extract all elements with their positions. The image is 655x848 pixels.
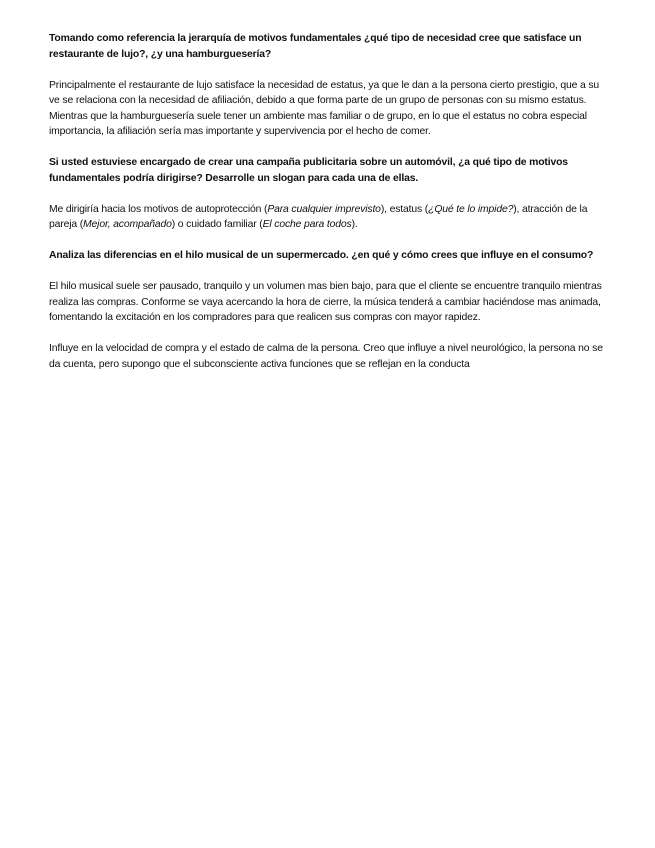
slogan-pareja: Mejor, acompañado: [83, 219, 172, 230]
question-3: Analiza las diferencias en el hilo musical de un supermercado. ¿en qué y cómo crees que influye en el consumo?: [49, 250, 594, 261]
answer-1: Principalmente el restaurante de lujo satisface la necesidad de estatus, ya que le dan a la persona cierto prestigio, que a su ve se relaciona con la necesidad de afiliación, debido a que forma parte de un grupo de personas con su mismo estatus. Mientras que la hamburguesería suele tener un ambiente mas familiar o de grupo, en lo que el estatus no cobra especial importancia, la afiliación sería mas importante y supervivencia por el hecho de comer.: [49, 79, 600, 137]
answer-2: [49, 202, 611, 233]
answer-3: El hilo musical suele ser pausado, tranquilo y un volumen mas bien bajo, para que el cliente se encuentre tranquilo mientras realiza las compras. Conforme se vaya acercando la hora de cierre, la música tenderá a cambiar haciéndose mas animada, fomentando la excitación en los compradores para que realicen sus compras con mayor rapidez.: [49, 281, 602, 323]
answer-2-text: Me dirigiría hacia los motivos de autoprotección (: [49, 203, 268, 215]
answer-2-text: ), estatus (: [380, 203, 429, 215]
slogan-familiar: El coche para todos: [262, 219, 352, 230]
answer-2-text: ), atracción de la pareja (: [49, 203, 588, 230]
answer-4: Influye en la velocidad de compra y el estado de calma de la persona. Creo que influye a nivel neurológico, la persona no se da cuenta, pero supongo que el subconsciente activa funciones que se reflejan en la conducta: [49, 343, 603, 370]
question-2: Si usted estuviese encargado de crear una campaña publicitaria sobre un automóvil, ¿a qué tipo de motivos fundamentales podría dirigirse? Desarrolle un slogan para cada una de ellas.: [49, 157, 568, 184]
answer-2-text: ) o cuidado familiar (: [171, 219, 263, 230]
slogan-estatus: ¿Qué te lo impide?: [428, 203, 514, 215]
slogan-autoproteccion: Para cualquier imprevisto: [267, 203, 381, 215]
question-1: Tomando como referencia la jerarquía de motivos fundamentales ¿qué tipo de necesidad cree que satisface un restaurante de lujo?, ¿y una hamburguesería?: [49, 33, 582, 60]
document-body: [49, 31, 611, 388]
answer-2-text: ).: [351, 219, 358, 230]
